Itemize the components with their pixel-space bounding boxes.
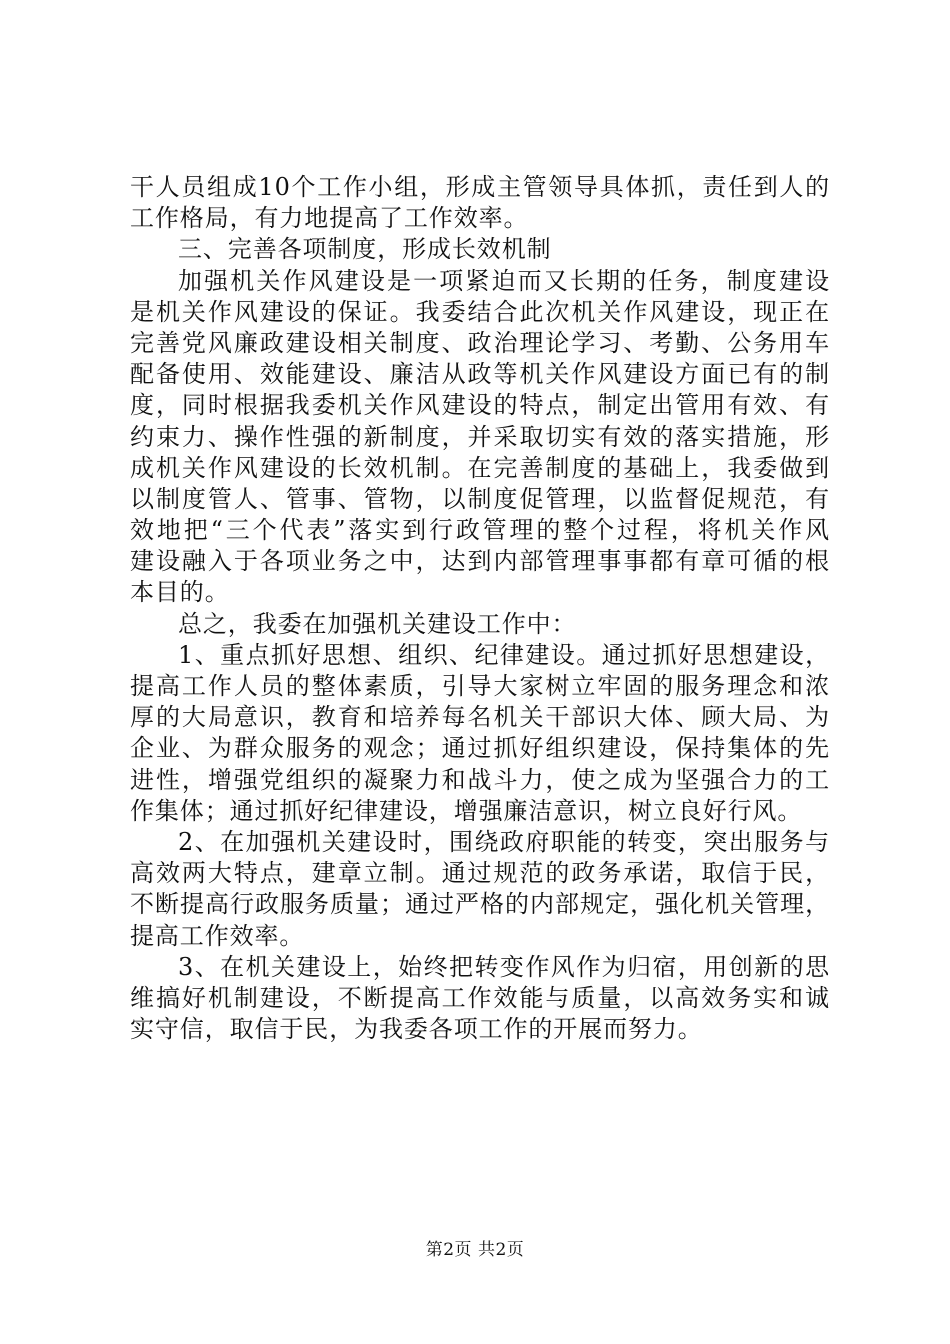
text-line: 提高工作效率。 <box>130 921 305 950</box>
text-line: 维搞好机制建设，不断提高工作效能与质量，以高效务实和诚 <box>130 983 830 1012</box>
text-line: 总之，我委在加强机关建设工作中： <box>178 609 577 638</box>
text-line: 进性，增强党组织的凝聚力和战斗力，使之成为坚强合力的工 <box>130 765 830 794</box>
text-line: 干人员组成10个工作小组，形成主管领导具体抓，责任到人的 <box>130 173 830 201</box>
text-line: 2、在加强机关建设时，围绕政府职能的转变，突出服务与 <box>178 827 830 856</box>
text-line: 是机关作风建设的保证。我委结合此次机关作风建设，现正在 <box>130 297 830 326</box>
text-line: 厚的大局意识，教育和培养每名机关干部识大体、顾大局、为 <box>130 703 830 732</box>
text-line: 效地把“三个代表”落实到行政管理的整个过程，将机关作风 <box>130 516 830 545</box>
text-line: 约束力、操作性强的新制度，并采取切实有效的落实措施，形 <box>130 422 830 451</box>
text-line: 作集体；通过抓好纪律建设，增强廉洁意识，树立良好行风。 <box>130 796 803 825</box>
section-heading: 三、完善各项制度，形成长效机制 <box>178 235 552 264</box>
text-line: 加强机关作风建设是一项紧迫而又长期的任务，制度建设 <box>178 266 830 295</box>
text-line: 3、在机关建设上，始终把转变作风作为归宿，用创新的思 <box>178 952 830 981</box>
text-line: 以制度管人、管事、管物，以制度促管理，以监督促规范，有 <box>130 484 830 513</box>
text-line: 企业、为群众服务的观念；通过抓好组织建设，保持集体的先 <box>130 734 830 763</box>
text-line: 配备使用、效能建设、廉洁从政等机关作风建设方面已有的制 <box>130 360 830 389</box>
text-line: 本目的。 <box>130 578 230 607</box>
text-line: 完善党风廉政建设相关制度、政治理论学习、考勤、公务用车 <box>130 328 830 357</box>
text-line: 不断提高行政服务质量；通过严格的内部规定，强化机关管理， <box>130 890 830 919</box>
text-line: 度，同时根据我委机关作风建设的特点，制定出管用有效、有 <box>130 391 830 420</box>
text-line: 高效两大特点，建章立制。通过规范的政务承诺，取信于民， <box>130 859 830 888</box>
text-line: 成机关作风建设的长效机制。在完善制度的基础上，我委做到 <box>130 453 830 482</box>
page-number-footer: 第2页 共2页 <box>425 1240 525 1260</box>
text-line: 工作格局，有力地提高了工作效率。 <box>130 204 529 233</box>
document-body <box>130 172 830 1045</box>
text-line: 实守信，取信于民，为我委各项工作的开展而努力。 <box>130 1015 703 1044</box>
text-line: 建设融入于各项业务之中，达到内部管理事事都有章可循的根 <box>130 547 830 576</box>
text-line: 1、重点抓好思想、组织、纪律建设。通过抓好思想建设， <box>178 640 830 669</box>
text-line: 提高工作人员的整体素质，引导大家树立牢固的服务理念和浓 <box>130 672 830 700</box>
